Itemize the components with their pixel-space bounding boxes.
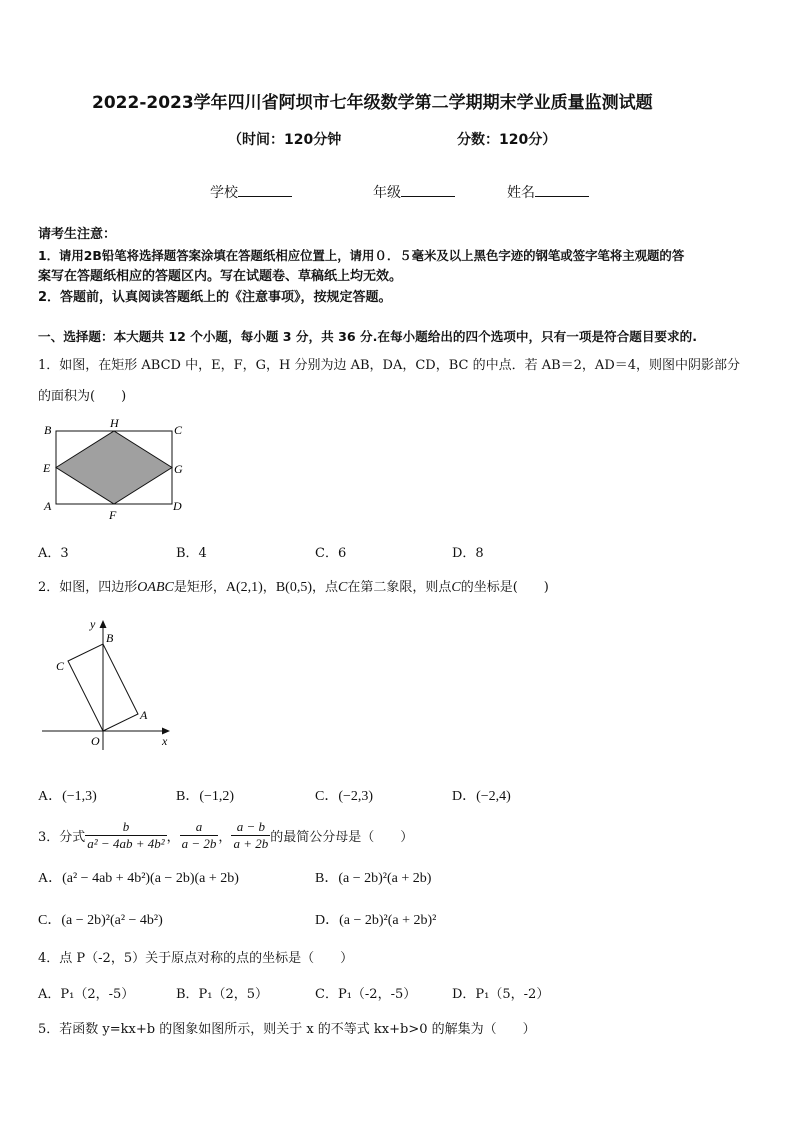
- label-B: B: [106, 631, 114, 645]
- label-A: A: [44, 499, 52, 513]
- label-C: C: [174, 423, 183, 437]
- grade-field: [373, 182, 455, 202]
- exam-score: 分数：120分）: [457, 132, 557, 148]
- q5-stem: 5．若函数 y=kx+b 的图象如图所示，则关于 x 的不等式 kx+b>0 的解集为（ ）: [38, 1022, 536, 1037]
- q3-f3-den: a + 2b: [233, 835, 269, 851]
- q1-stem-line1: 1．如图，在矩形 ABCD 中，E，F，G，H 分别为边 AB，DA，CD，BC 的中点．若 AB＝2，AD＝4，则图中阴影部分: [38, 358, 741, 373]
- notice-block: [38, 224, 684, 308]
- q1-stem-line2: 的面积为( ): [38, 389, 127, 404]
- q4-option-d: D．P₁（5，-2）: [452, 987, 550, 1002]
- shaded-rhombus: [56, 431, 172, 504]
- q1-option-b: B．4: [176, 546, 207, 561]
- q1-option-a: A．3: [38, 546, 69, 561]
- school-label: 学校: [210, 185, 238, 201]
- name-label: 姓名: [507, 185, 535, 201]
- name-field: [507, 182, 589, 202]
- notice-heading: 请考生注意：: [38, 227, 117, 242]
- q3-f3-num: a − b: [231, 819, 270, 836]
- label-A: A: [140, 708, 148, 722]
- grade-blank: [401, 182, 455, 197]
- q2-oabc: OABC: [137, 580, 174, 595]
- label-D: D: [173, 499, 182, 513]
- label-H: H: [110, 416, 119, 430]
- q2-c1: C: [338, 580, 348, 595]
- notice-item-2: 2．答题前，认真阅读答题纸上的《注意事项》，按规定答题。: [38, 290, 392, 305]
- q2-c2: C: [451, 580, 461, 595]
- q2-mid3: 在第二象限，则点: [347, 580, 452, 595]
- q4-option-b: B．P₁（2，5）: [176, 987, 269, 1002]
- q2-mid1: 是矩形，: [173, 580, 226, 595]
- q3-f2-num: a: [180, 819, 219, 836]
- q3-prefix: 3．分式: [38, 829, 86, 845]
- q3-option-a: A．(a² − 4ab + 4b²)(a − 2b)(a + 2b): [38, 871, 239, 886]
- q2-option-c: C．(−2,3): [315, 789, 374, 804]
- notice-item-1a: 1．请用2B铅笔将选择题答案涂填在答题纸相应位置上，请用０．５毫米及以上黑色字迹的钢笔或签字笔将主观题的答: [38, 248, 685, 263]
- q2-comma: ，: [262, 580, 276, 595]
- q2-figure: [38, 612, 178, 752]
- q3-fraction-2: [180, 819, 219, 852]
- q3-option-c: C．(a − 2b)²(a² − 4b²): [38, 913, 163, 928]
- q3-option-b: B．(a − 2b)²(a + 2b): [315, 871, 432, 886]
- y-axis-arrow: [100, 620, 107, 628]
- notice-item-1b: 案写在答题纸相应的答题区内。写在试题卷、草稿纸上均无效。: [38, 269, 403, 284]
- q3-sep2: ，: [218, 829, 232, 845]
- q1-figure: [38, 416, 198, 526]
- exam-time: （时间：120分钟: [228, 132, 342, 148]
- q1-option-d: D．8: [452, 546, 484, 561]
- school-field: [210, 182, 292, 202]
- label-y: y: [90, 617, 96, 631]
- q3-fraction-1: [85, 819, 166, 852]
- q2-stem: [38, 576, 549, 596]
- school-blank: [238, 182, 292, 197]
- grade-label: 年级: [373, 185, 401, 201]
- q3-f1-num: b: [85, 819, 166, 836]
- q4-option-c: C．P₁（-2，-5）: [315, 987, 417, 1002]
- q2-point-a: A(2,1): [225, 580, 263, 595]
- page-title: 2022-2023学年四川省阿坝市七年级数学第二学期期末学业质量监测试题: [92, 93, 653, 113]
- label-O: O: [91, 734, 100, 748]
- q2-option-d: D．(−2,4): [452, 789, 511, 804]
- q3-stem: [38, 815, 413, 855]
- label-E: E: [43, 461, 51, 475]
- q2-option-b: B．(−1,2): [176, 789, 235, 804]
- q1-option-c: C．6: [315, 546, 347, 561]
- q2-option-a: A．(−1,3): [38, 789, 97, 804]
- label-C: C: [56, 659, 65, 673]
- q2-mid2: ，点: [311, 580, 338, 595]
- q3-suffix: 的最简公分母是（ ）: [270, 829, 414, 845]
- q3-f1-den: a² − 4ab + 4b²: [87, 835, 165, 851]
- q3-sep1: ，: [166, 829, 180, 845]
- q2-point-b: B(0,5): [275, 580, 312, 595]
- q2-suffix: 的坐标是( ): [460, 580, 549, 595]
- q3-option-d: D．(a − 2b)²(a + 2b)²: [315, 913, 437, 928]
- q3-fraction-3: [231, 819, 270, 852]
- label-B: B: [44, 423, 52, 437]
- q2-prefix: 2．如图，四边形: [38, 580, 138, 595]
- label-G: G: [174, 462, 183, 476]
- q4-stem: 4．点 P（-2，5）关于原点对称的点的坐标是（ ）: [38, 951, 354, 966]
- label-F: F: [109, 508, 117, 522]
- q4-option-a: A．P₁（2，-5）: [38, 987, 135, 1002]
- q3-f2-den: a − 2b: [181, 835, 217, 851]
- name-blank: [535, 182, 589, 197]
- label-x: x: [162, 734, 168, 748]
- section-heading: 一、选择题：本大题共 12 个小题，每小题 3 分，共 36 分.在每小题给出的四个选项中，只有一项是符合题目要求的.: [38, 329, 698, 344]
